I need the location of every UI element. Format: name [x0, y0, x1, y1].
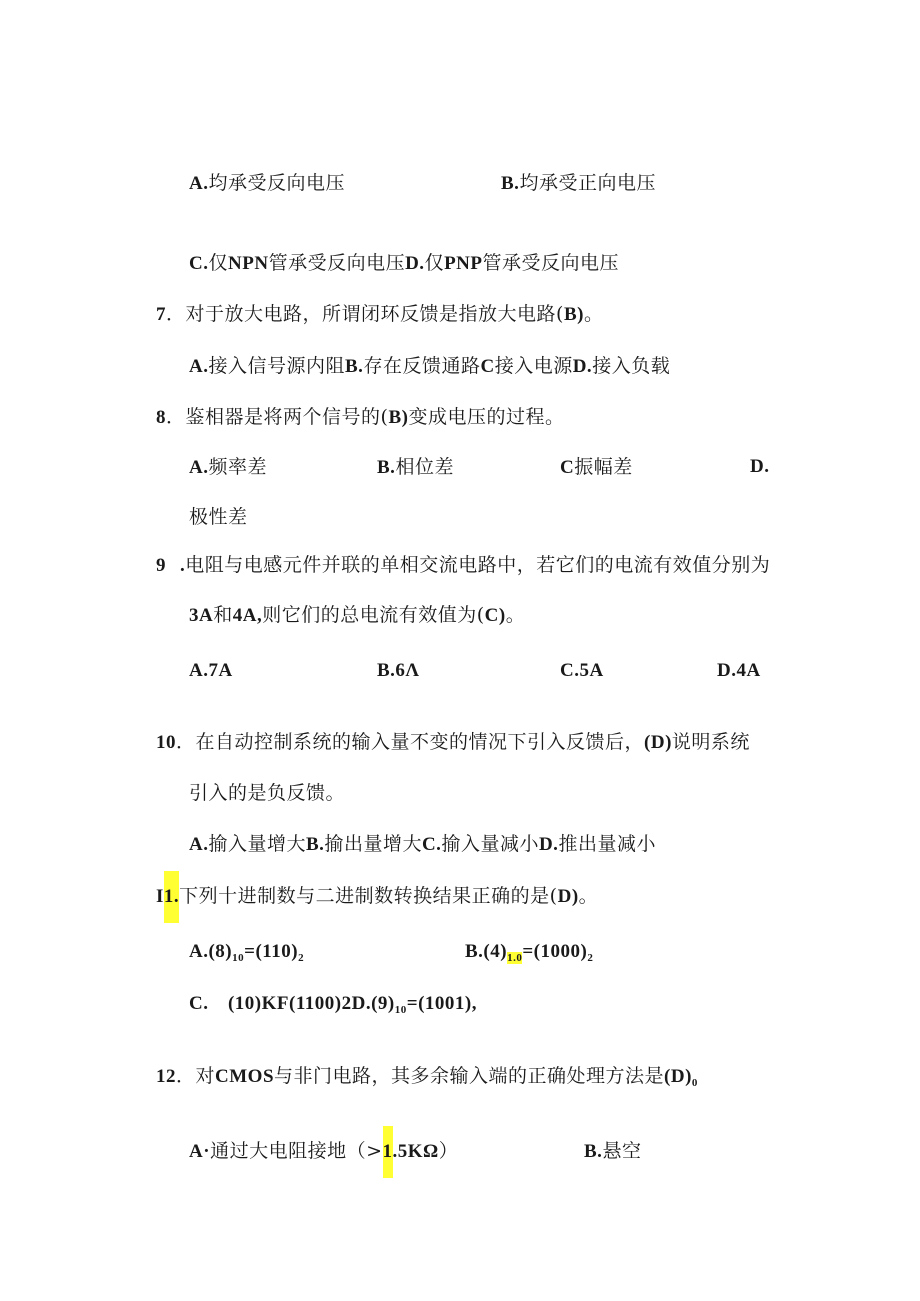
q9-option-d: D.4A: [717, 660, 761, 681]
q11-number-highlight: 1.: [164, 871, 179, 923]
q9-option-c: C.5A: [560, 660, 604, 681]
q8-option-d-letter: D.: [750, 456, 770, 477]
q10-options: A.揄入量增大B.揄出量增大C.揄入量减小D.推出量减小: [189, 833, 656, 855]
q12-value-highlight: 1: [383, 1126, 393, 1178]
q6-option-b: B.均承受正向电压: [501, 172, 656, 194]
q8-option-b: B.相位差: [377, 456, 454, 478]
q9-question-line1: 9 .电阻与电感元件并联的单相交流电路中，若它们的电流有效值分别为: [156, 554, 771, 576]
q8-option-c: C振幅差: [560, 456, 633, 478]
q9-question-line2: 3A和4A,则它们的总电流有效值为(C)。: [189, 604, 526, 626]
q6-option-a: A.均承受反向电压: [189, 172, 345, 194]
q11-option-b-sub-highlight: 1.0: [507, 952, 523, 964]
q9-option-a: A.7A: [189, 660, 233, 681]
q11-option-a: $A.(8)_{10}=(110)_2$: [189, 941, 305, 964]
q11-question: I1.下列十进制数与二进制数转换结果正确的是(D)。: [156, 884, 598, 909]
q11-option-b: $B.(4)_{1.0}=(1000)_2$: [465, 941, 594, 964]
q7-question: 7．对于放大电路，所谓闭环反馈是指放大电路(B)。: [156, 303, 604, 325]
q11-option-cd: C. $(10)KF(1100)2D.(9)_{10}=(1001)$,: [189, 993, 477, 1016]
q6-option-cd: C.仅NPN管承受反向电压D.仅PNP管承受反向电压: [189, 252, 620, 274]
q8-option-d-text: 极性差: [189, 506, 248, 528]
q12-option-b: B.悬空: [584, 1140, 642, 1162]
q9-option-b: B.6Λ: [377, 660, 420, 681]
q10-question-line2: 引入的是负反馈。: [189, 782, 346, 804]
q7-options: A.接入信号源内阻B.存在反馈通路C接入电源D.接入负载: [189, 355, 671, 377]
q12-option-a: A·通过大电阻接地（>1.5KΩ）: [189, 1139, 458, 1164]
q10-question-line1: 10．在自动控制系统的输入量不变的情况下引入反馈后，(D)说明系统: [156, 731, 750, 753]
q12-question: 12．对CMOS与非门电路，其多余输入端的正确处理方法是$(D)_0$: [156, 1065, 698, 1089]
q8-question: 8．鉴相器是将两个信号的(B)变成电压的过程。: [156, 406, 565, 428]
q8-option-a: A.频率差: [189, 456, 267, 478]
